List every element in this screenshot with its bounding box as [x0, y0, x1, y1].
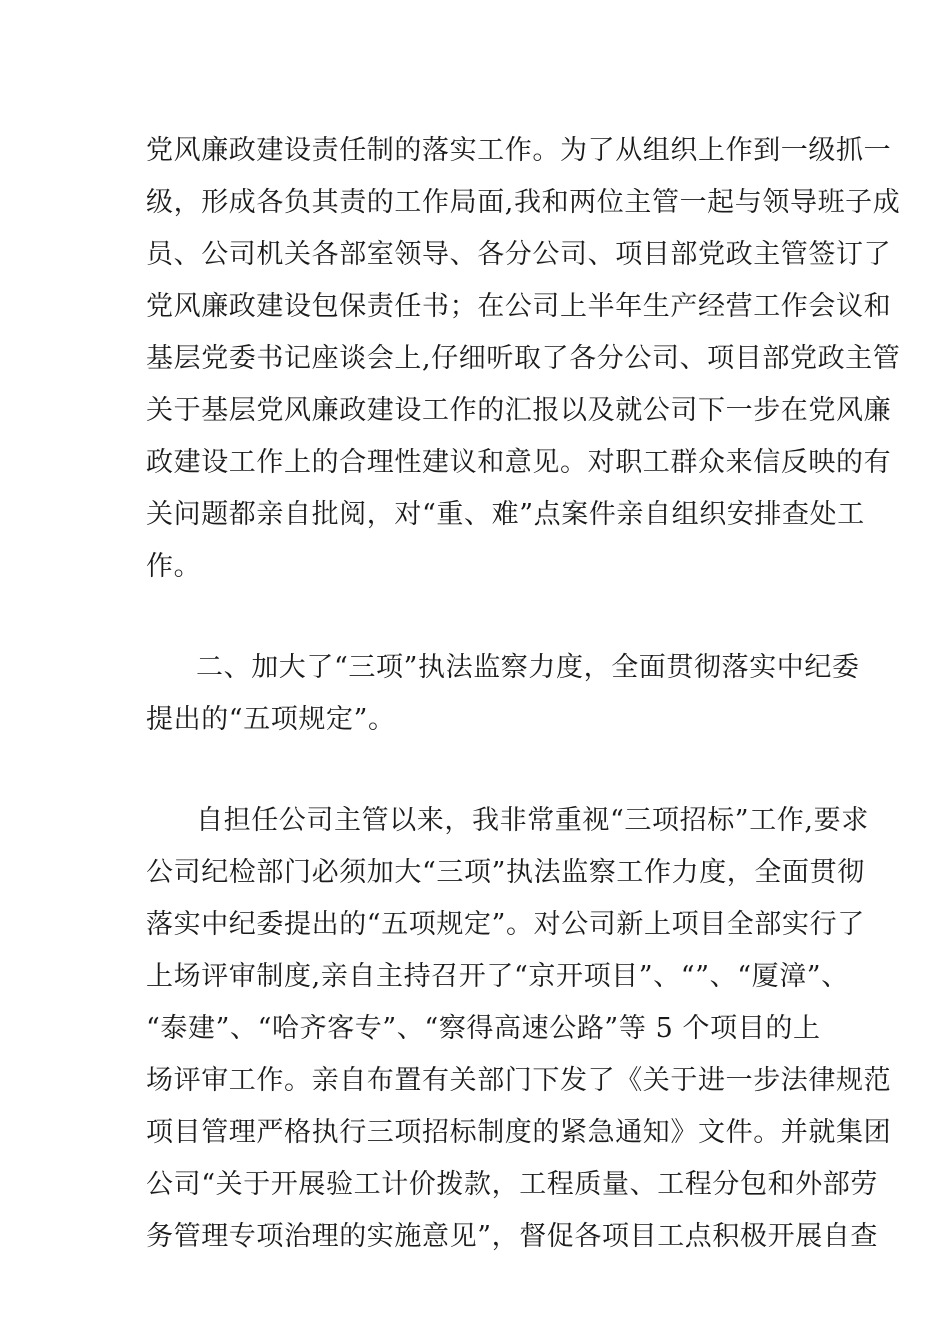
text-line: 务管理专项治理的实施意见”，督促各项目工点积极开展自查 — [146, 1221, 879, 1252]
text-line: 上场评审制度,亲自主持召开了“京开项目”、“”、“厦漳”、 — [146, 961, 849, 992]
text-line: 关问题都亲自批阅，对“重、难”点案件亲自组织安排查处工 — [146, 499, 865, 530]
text-line: 场评审工作。亲自布置有关部门下发了《关于进一步法律规范 — [146, 1065, 892, 1096]
text-line: 级，形成各负其责的工作局面,我和两位主管一起与领导班子成 — [146, 187, 901, 218]
text-line: 党风廉政建设包保责任书；在公司上半年生产经营工作会议和 — [146, 291, 892, 322]
text-line: 党风廉政建设责任制的落实工作。为了从组织上作到一级抓一 — [146, 135, 892, 166]
section-heading-line: 提出的“五项规定”。 — [146, 704, 396, 735]
text-line: 落实中纪委提出的“五项规定”。对公司新上项目全部实行了 — [146, 909, 865, 940]
text-line: “泰建”、“哈齐客专”、“察得高速公路”等 5 个项目的上 — [146, 1013, 821, 1044]
text-line: 关于基层党风廉政建设工作的汇报以及就公司下一步在党风廉 — [146, 395, 892, 426]
text-line: 项目管理严格执行三项招标制度的紧急通知》文件。并就集团 — [146, 1117, 892, 1148]
section-heading-line: 二、加大了“三项”执法监察力度，全面贯彻落实中纪委 — [196, 652, 860, 683]
text-line: 员、公司机关各部室领导、各分公司、项目部党政主管签订了 — [146, 239, 892, 270]
text-line: 公司“关于开展验工计价拨款，工程质量、工程分包和外部劳 — [146, 1169, 879, 1200]
text-line: 作。 — [146, 551, 202, 582]
text-line: 基层党委书记座谈会上,仔细听取了各分公司、项目部党政主管 — [146, 343, 901, 374]
text-line: 自担任公司主管以来，我非常重视“三项招标”工作,要求 — [196, 805, 869, 836]
text-line: 政建设工作上的合理性建议和意见。对职工群众来信反映的有 — [146, 447, 892, 478]
text-line: 公司纪检部门必须加大“三项”执法监察工作力度，全面贯彻 — [146, 857, 865, 888]
